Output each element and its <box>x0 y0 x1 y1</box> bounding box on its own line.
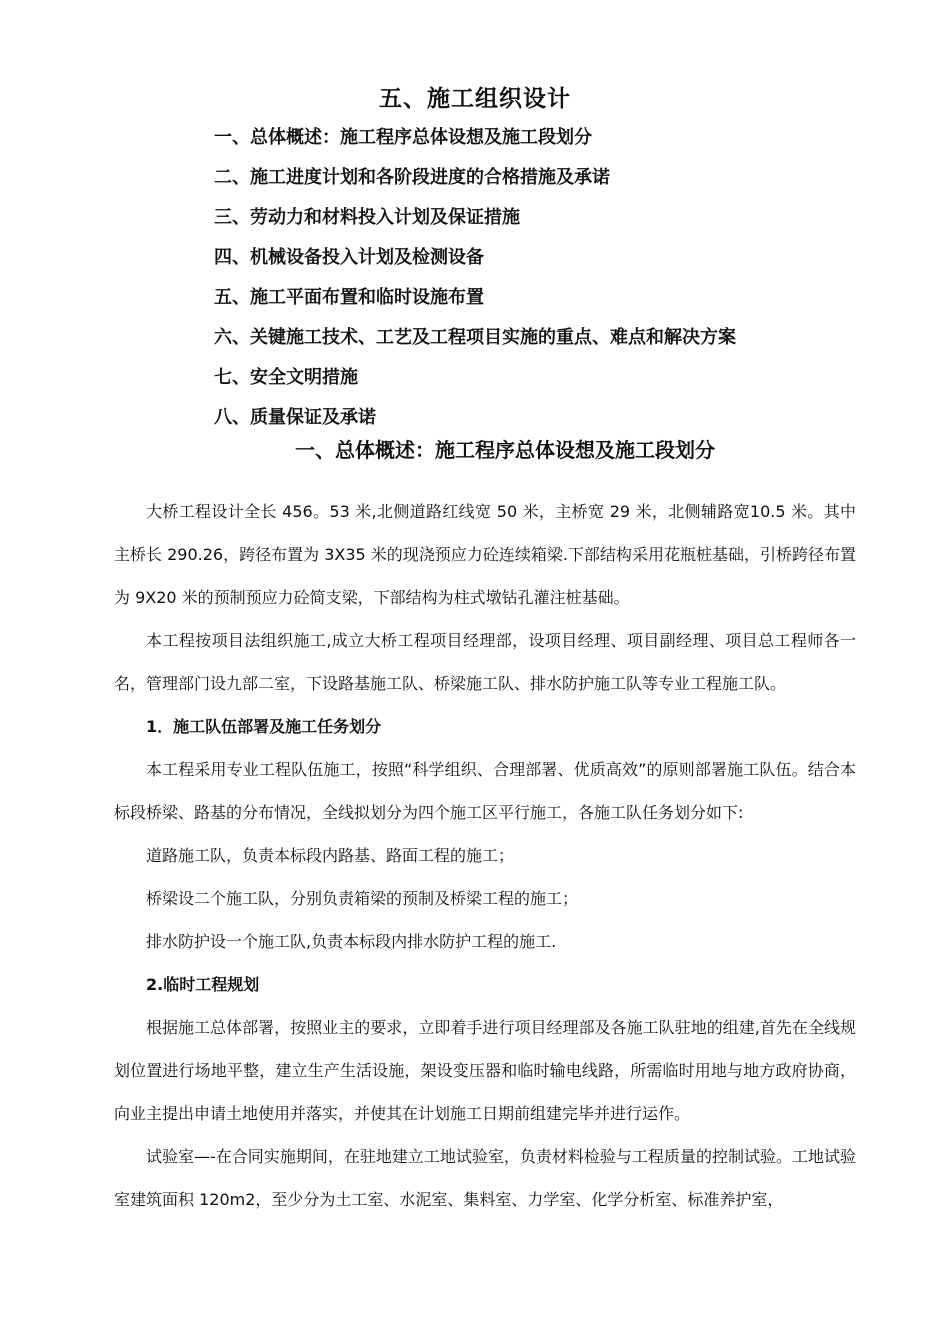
toc-item: 三、劳动力和材料投入计划及保证措施 <box>214 207 520 228</box>
subsection-heading: 1．施工队伍部署及施工任务划分 <box>146 717 382 736</box>
paragraph: 试验室—-在合同实施期间，在驻地建立工地试验室，负责材料检验与工程质量的控制试验。工地试验室建筑面积 120m2，至少分为土工室、水泥室、集料室、力学室、化学分析室、标准养护室， <box>114 1147 856 1209</box>
paragraph: 排水防护设一个施工队,负责本标段内排水防护工程的施工. <box>146 932 557 951</box>
toc-item: 七、安全文明措施 <box>214 367 358 388</box>
paragraph: 根据施工总体部署，按照业主的要求，立即着手进行项目经理部及各施工队驻地的组建,首先在全线规划位置进行场地平整，建立生产生活设施，架设变压器和临时输电线路，所需临时用地与地方政府协商，向业主提出申请土地使用并落实，并使其在计划施工日期前组建完毕并进行运作。 <box>114 1018 856 1123</box>
document-title: 五、施工组织设计 <box>379 86 571 112</box>
toc-item: 六、关键施工技术、工艺及工程项目实施的重点、难点和解决方案 <box>214 327 736 348</box>
toc-item: 八、质量保证及承诺 <box>214 407 376 428</box>
toc-item: 四、机械设备投入计划及检测设备 <box>214 247 484 268</box>
paragraph: 道路施工队，负责本标段内路基、路面工程的施工； <box>146 846 515 865</box>
section-title: 一、总体概述：施工程序总体设想及施工段划分 <box>295 438 715 462</box>
paragraph: 大桥工程设计全长 456。53 米,北侧道路红线宽 50 米，主桥宽 29 米，北侧辅路宽10.5 米。其中主桥长 290.26，跨径布置为 3X35 米的现浇预应力砼连续箱梁.下部结构采用花瓶桩基础，引桥跨径布置为 9X20 米的预制预应力砼简支梁，下部结构为柱式墩钻孔灌注桩基础。 <box>114 502 856 607</box>
document-body <box>114 490 856 1221</box>
toc-item: 一、总体概述：施工程序总体设想及施工段划分 <box>214 127 592 148</box>
toc-item: 二、施工进度计划和各阶段进度的合格措施及承诺 <box>214 167 610 188</box>
paragraph: 本工程按项目法组织施工,成立大桥工程项目经理部，设项目经理、项目副经理、项目总工程师各一名，管理部门设九部二室，下设路基施工队、桥梁施工队、排水防护施工队等专业工程施工队。 <box>114 631 856 693</box>
table-of-contents <box>214 124 736 444</box>
paragraph: 桥梁设二个施工队，分别负责箱梁的预制及桥梁工程的施工； <box>146 889 579 908</box>
subsection-heading: 2.临时工程规划 <box>146 975 260 994</box>
paragraph: 本工程采用专业工程队伍施工，按照“科学组织、合理部署、优质高效”的原则部署施工队伍。结合本标段桥梁、路基的分布情况，全线拟划分为四个施工区平行施工，各施工队任务划分如下: <box>114 760 856 822</box>
toc-item: 五、施工平面布置和临时设施布置 <box>214 287 484 308</box>
